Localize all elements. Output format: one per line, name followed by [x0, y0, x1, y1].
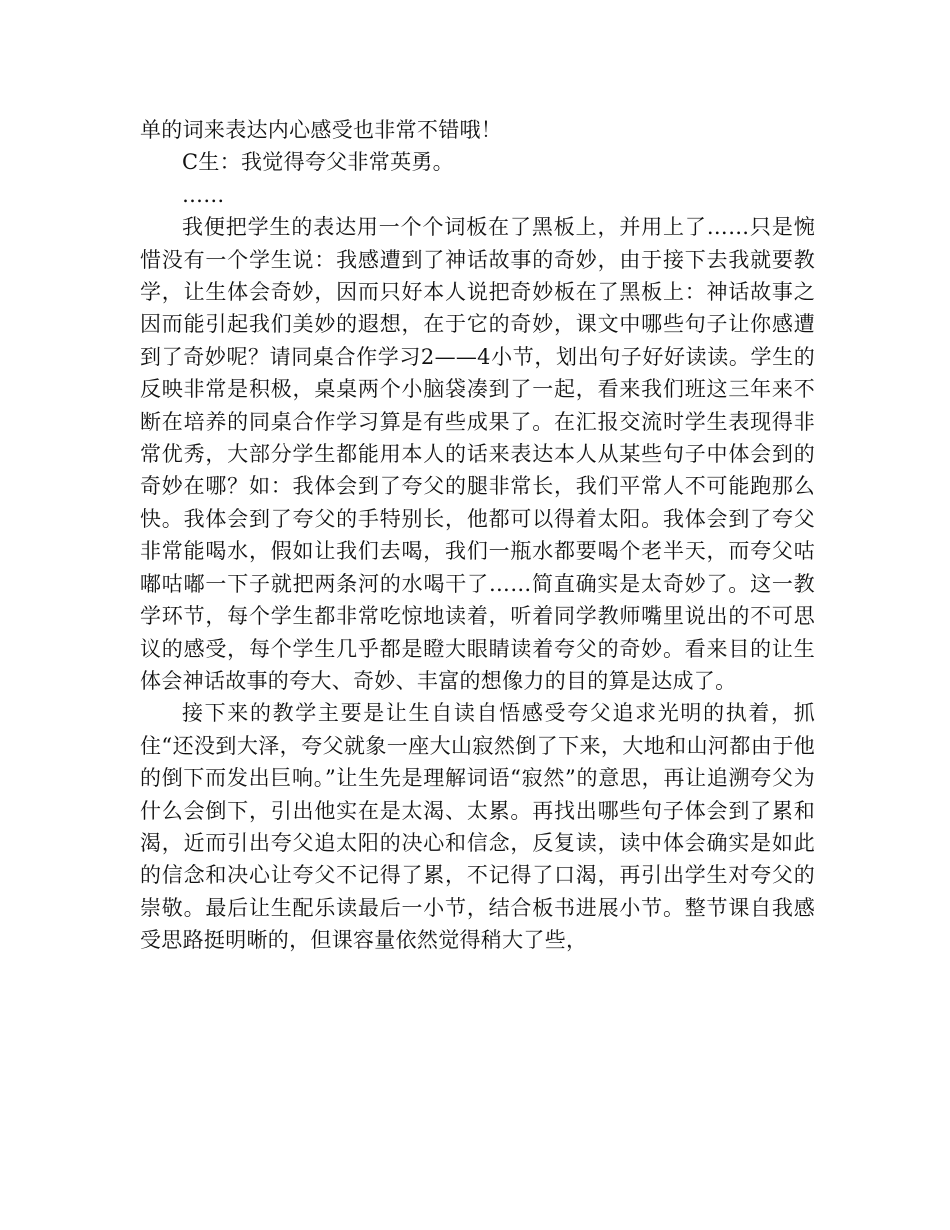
paragraph-ellipsis: …… [182, 182, 225, 207]
paragraph-student-c: C生：我觉得夸父非常英勇。 [182, 150, 454, 175]
paragraph-wonder-reflection: 我便把学生的表达用一个个词板在了黑板上，并用上了……只是惋惜没有一个学生说：我感遭到了神话故事的奇妙，由于接下去我就要教学，让生体会奇妙，因而只好本人说把奇妙板在了黑板上：神话故事之因而能引起我们美妙的遐想，在于它的奇妙，课文中哪些句子让你感遭到了奇妙呢？请同桌合作学习2——4小节，划出句子好好读读。学生的反映非常是积极，桌桌两个小脑袋凑到了一起，看来我们班这三年来不断在培养的同桌合作学习算是有些成果了。在汇报交流时学生表现得非常优秀，大部分学生都能用本人的话来表达本人从某些句子中体会到的奇妙在哪？如：我体会到了夸父的腿非常长，我们平常人不可能跑那么快。我体会到了夸父的手特别长，他都可以得着太阳。我体会到了夸父非常能喝水，假如让我们去喝，我们一瓶水都要喝个老半天，而夸父咕嘟咕嘟一下子就把两条河的水喝干了……简直确实是太奇妙了。这一教学环节，每个学生都非常吃惊地读着，听着同学教师嘴里说出的不可思议的感受，每个学生几乎都是瞪大眼睛读着夸父的奇妙。看来目的让生体会神话故事的夸大、奇妙、丰富的想像力的目的算是达成了。 [140, 215, 815, 693]
paragraph-next-teaching: 接下来的教学主要是让生自读自悟感受夸父追求光明的执着，抓住“还没到大泽，夸父就象一座大山寂然倒了下来，大地和山河都由于他的倒下而发出巨响。”让生先是理解词语“寂然”的意思，再让追溯夸父为什么会倒下，引出他实在是太渴、太累。再找出哪些句子体会到了累和渴，近而引出夸父追太阳的决心和信念，反复读，读中体会确实是如此的信念和决心让夸父不记得了累，不记得了口渴，再引出学生对夸父的崇敬。最后让生配乐读最后一小节，结合板书进展小节。整节课自我感受思路挺明晰的，但课容量依然觉得稍大了些， [140, 701, 815, 953]
paragraph-continuation: 单的词来表达内心感受也非常不错哦！ [140, 118, 503, 142]
document-body [140, 114, 815, 957]
